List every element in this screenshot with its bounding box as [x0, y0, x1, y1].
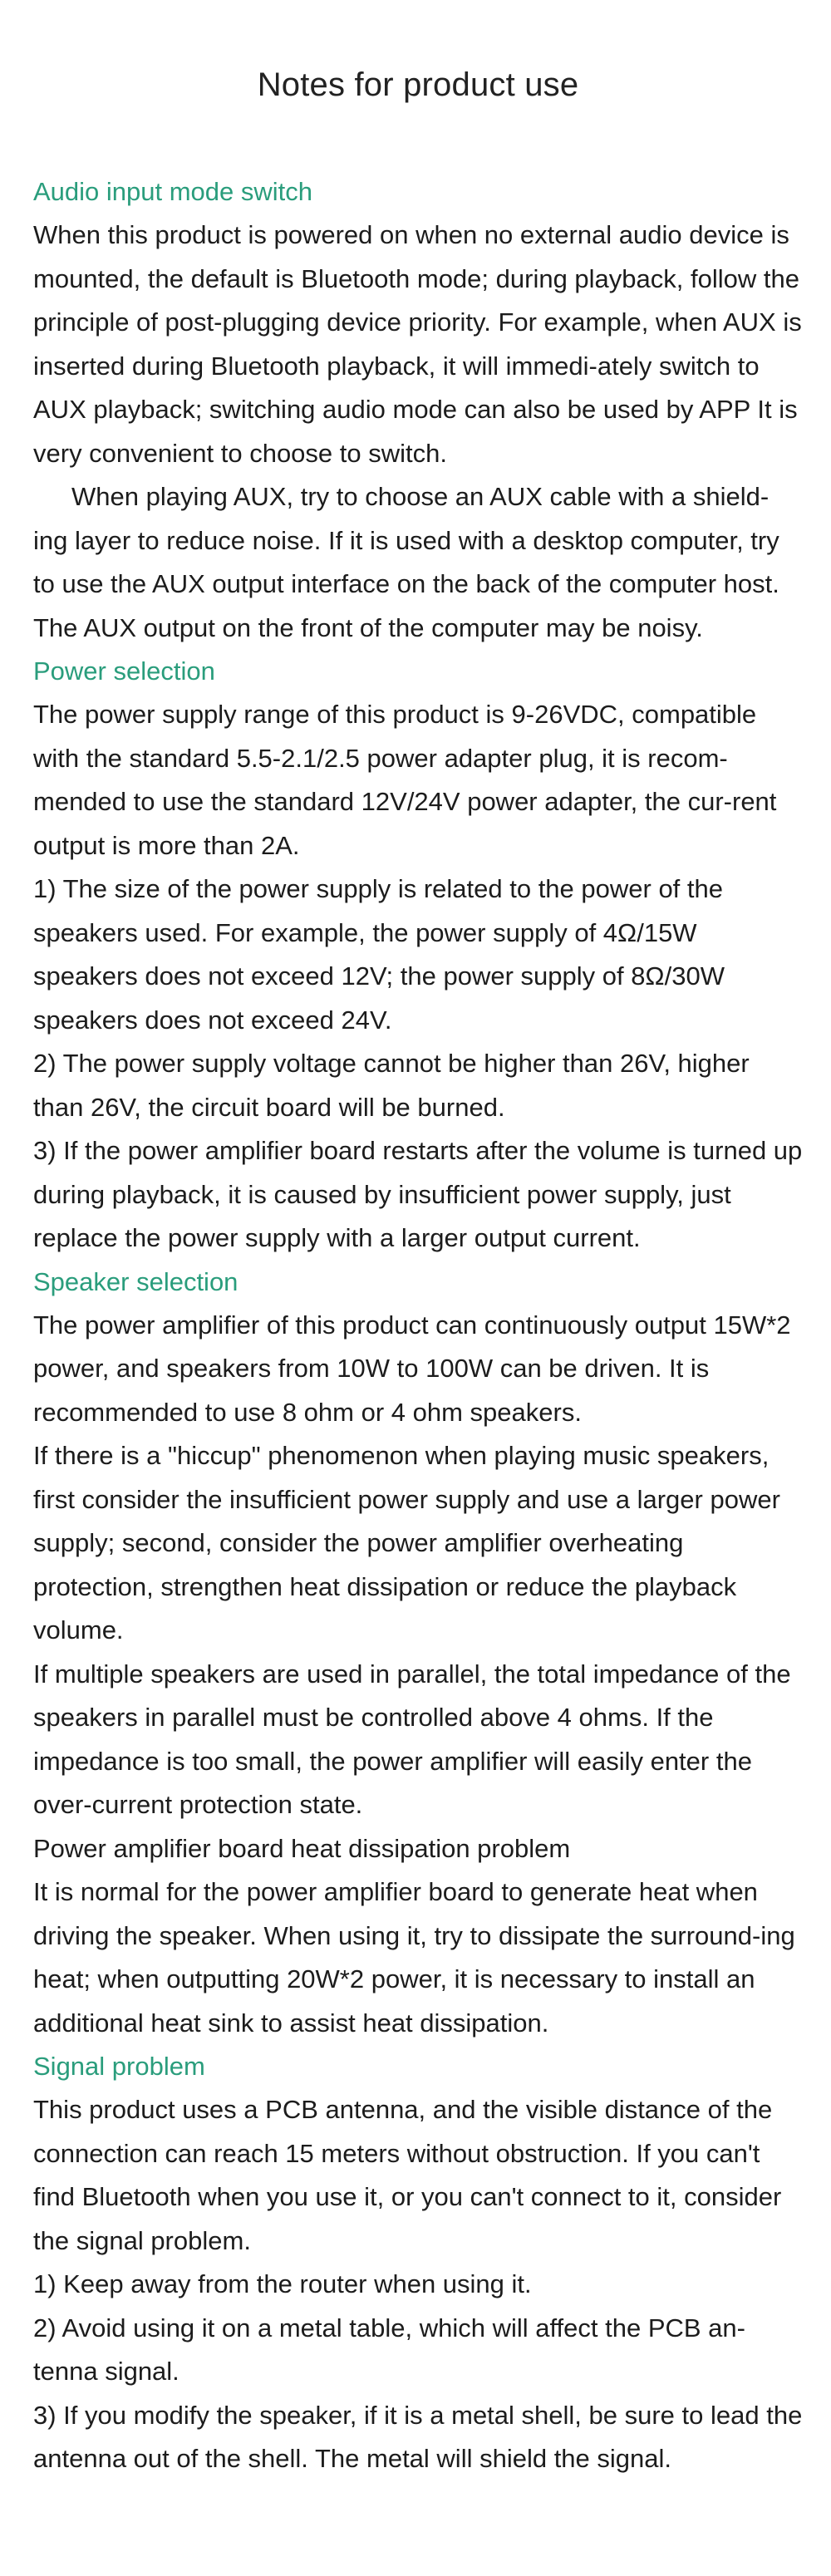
paragraph: When playing AUX, try to choose an AUX cable with a shield-ing layer to reduce noise. If it is used with a desktop computer, try to use the AUX output interface on the back of the computer host. The AUX output on the front of the computer may be noisy. — [33, 482, 779, 642]
paragraph: It is normal for the power amplifier board to generate heat when driving the speaker. When using it, try to dissipate the surround-ing heat; when outputting 20W*2 power, it is necessary to install an additional heat sink to assist heat dissipation. — [33, 1877, 795, 2038]
page-title: Notes for product use — [257, 66, 579, 103]
section-signal-problem — [33, 2045, 803, 2481]
paragraph: This product uses a PCB antenna, and the visible distance of the connection can reach 15 meters without obstruction. If you can't find Bluetooth when you use it, or you can't connect to it, consider the signal problem. — [33, 2095, 782, 2255]
section-heading-power-selection: Power selection — [33, 656, 215, 686]
section-power-selection — [33, 650, 803, 1261]
list-item: 1) The size of the power supply is related to the power of the speakers used. For example, the power supply of 4Ω/15W speakers does not exceed 12V; the power supply of 8Ω/30W speakers does not exceed 24V. — [33, 874, 725, 1035]
section-heading-audio-input: Audio input mode switch — [33, 177, 313, 206]
section-heading-speaker-selection: Speaker selection — [33, 1266, 238, 1296]
section-audio-input — [33, 170, 803, 650]
section-heading-signal-problem: Signal problem — [33, 2052, 205, 2081]
paragraph: If there is a "hiccup" phenomenon when playing music speakers, first consider the insufficient power supply and use a larger power supply; second, consider the power amplifier overheating protection, strengthen heat dissipation or reduce the playback volume. — [33, 1441, 780, 1644]
section-speaker-selection — [33, 1261, 803, 2046]
list-item: 3) If you modify the speaker, if it is a metal shell, be sure to lead the antenna out of the shell. The metal will shield the signal. — [33, 2400, 803, 2473]
paragraph: If multiple speakers are used in parallel, the total impedance of the speakers in parallel must be controlled above 4 ohms. If the impedance is too small, the power amplifier will easily enter the over-current protection state. — [33, 1659, 791, 1819]
list-item: 2) The power supply voltage cannot be higher than 26V, higher than 26V, the circuit board will be burned. — [33, 1049, 750, 1122]
list-item: 3) If the power amplifier board restarts after the volume is turned up during playback, it is caused by insufficient power supply, just replace the power supply with a larger output current. — [33, 1136, 803, 1252]
list-item: 2) Avoid using it on a metal table, which will affect the PCB an-tenna signal. — [33, 2313, 745, 2386]
subheading-heat-dissipation: Power amplifier board heat dissipation problem — [33, 1833, 571, 1863]
paragraph: When this product is powered on when no external audio device is mounted, the default is Bluetooth mode; during playback, follow the principle of post-plugging device priority. For example, when AUX is inserted during Bluetooth playback, it will immedi-ately switch to AUX playback; switching audio mode can also be used by APP It is very convenient to choose to switch. — [33, 220, 802, 468]
paragraph: The power supply range of this product is 9-26VDC, compatible with the standard 5.5-2.1/2.5 power adapter plug, it is recom-mended to use the standard 12V/24V power adapter, the cur-rent output is more than 2A. — [33, 700, 777, 860]
paragraph: The power amplifier of this product can continuously output 15W*2 power, and speakers from 10W to 100W can be driven. It is recommended to use 8 ohm or 4 ohm speakers. — [33, 1310, 791, 1427]
list-item: 1) Keep away from the router when using it. — [33, 2269, 532, 2298]
